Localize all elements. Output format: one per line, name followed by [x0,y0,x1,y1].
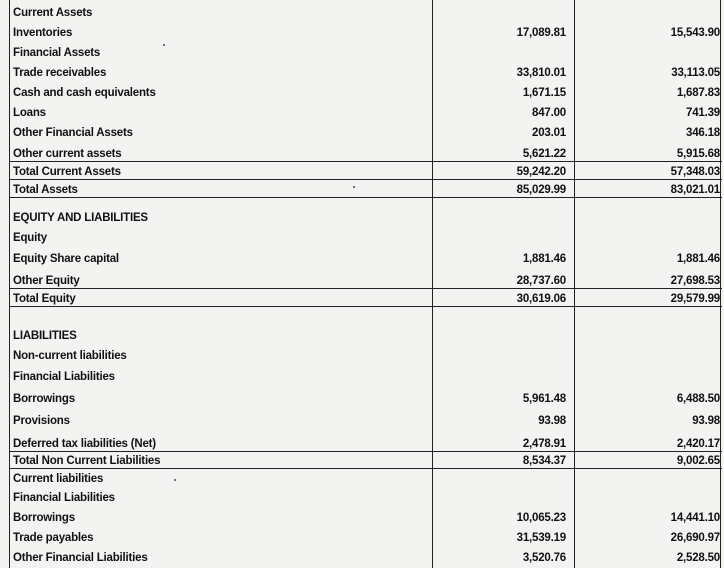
row-label: Total Current Assets [13,166,121,178]
previous-year-value: 26,690.97 [670,532,720,544]
row-label: Current liabilities [13,473,104,485]
current-year-value: 1,671.15 [522,87,566,99]
table-row [9,545,722,565]
previous-year-value: 5,915.68 [676,148,720,160]
current-year-value: 17,089.81 [516,27,566,39]
row-label: Other Financial Liabilities [13,552,148,564]
table-row [9,245,722,266]
previous-year-value: 1,881.46 [676,253,720,265]
table-row [9,60,722,80]
current-year-value: 203.01 [532,127,566,139]
current-year-value: 30,619.06 [516,293,566,305]
section-heading [9,205,722,225]
row-label: LIABILITIES [13,330,77,342]
rule-below-total-equity [9,306,722,307]
row-label: Equity [13,232,47,244]
previous-year-value: 83,021.01 [670,184,720,196]
row-label: Total Non Current Liabilities [13,455,161,467]
previous-year-value: 14,441.10 [670,512,720,524]
section-heading [9,225,722,245]
current-year-value: 1,881.46 [522,253,566,265]
row-label: Financial Assets [13,47,101,59]
current-year-value: 28,737.60 [516,275,566,287]
total-row [9,179,722,197]
row-label: Total Assets [13,184,78,196]
table-row [9,525,722,545]
total-row [9,288,722,306]
row-label: Borrowings [13,512,75,524]
table-row [9,140,722,161]
current-year-value: 5,621.22 [522,148,566,160]
previous-year-value: 33,113.05 [671,67,720,79]
row-label: Current Assets [13,7,93,19]
row-label: Other Financial Assets [13,127,133,139]
section-heading [9,486,722,505]
row-label: Equity Share capital [13,253,119,265]
total-row [9,161,722,179]
section-heading [9,0,722,20]
previous-year-value: 2,420.17 [676,438,720,450]
total-row [9,451,722,468]
table-row [9,100,722,120]
previous-year-value: 57,348.03 [670,166,720,178]
table-row [9,266,722,288]
table-row [9,20,722,40]
table-row [9,406,722,428]
current-year-value: 8,534.37 [522,455,566,467]
current-year-value: 5,961.48 [522,393,566,405]
previous-year-value: 346.18 [686,127,720,139]
row-label: Non-current liabilities [13,350,127,362]
balance-sheet-table [9,0,722,568]
previous-year-value: 27,698.53 [670,275,720,287]
table-row [9,80,722,100]
current-year-value: 85,029.99 [516,184,566,196]
current-year-value: 33,810.01 [516,67,566,79]
previous-year-value: 741.39 [686,107,720,119]
section-heading [9,363,722,384]
table-row [9,428,722,451]
current-year-value: 93.98 [538,415,566,427]
current-year-value: 10,065.23 [516,512,566,524]
current-year-value: 31,539.19 [516,532,566,544]
row-label: Other current assets [13,148,122,160]
previous-year-value: 1,687.83 [676,87,720,99]
row-label: Trade payables [13,532,94,544]
table-row [9,384,722,406]
previous-year-value: 93.98 [692,415,720,427]
row-label: Loans [13,107,46,119]
current-year-value: 59,242.20 [516,166,566,178]
row-label: Total Equity [13,293,76,305]
rule-below-total-assets [9,197,722,198]
previous-year-value: 29,579.99 [670,293,720,305]
previous-year-value: 6,488.50 [676,393,720,405]
section-heading [9,468,722,486]
row-label: Borrowings [13,393,75,405]
previous-year-value: 15,543.90 [670,27,720,39]
section-heading [9,343,722,363]
previous-year-value: 9,002.65 [676,455,720,467]
current-year-value: 3,520.76 [522,552,566,564]
row-label: Provisions [13,415,70,427]
table-row [9,120,722,140]
row-label: Financial Liabilities [13,371,115,383]
row-label: Financial Liabilities [13,492,115,504]
section-heading [9,40,722,60]
current-year-value: 2,478.91 [522,438,566,450]
row-label: EQUITY AND LIABILITIES [13,212,148,224]
row-label: Inventories [13,27,73,39]
row-label: Trade receivables [13,67,107,79]
current-year-value: 847.00 [532,107,566,119]
previous-year-value: 2,528.50 [676,552,720,564]
row-label: Other Equity [13,275,80,287]
section-heading [9,323,722,343]
row-label: Cash and cash equivalents [13,87,156,99]
row-label: Deferred tax liabilities (Net) [13,438,156,450]
table-row [9,505,722,525]
